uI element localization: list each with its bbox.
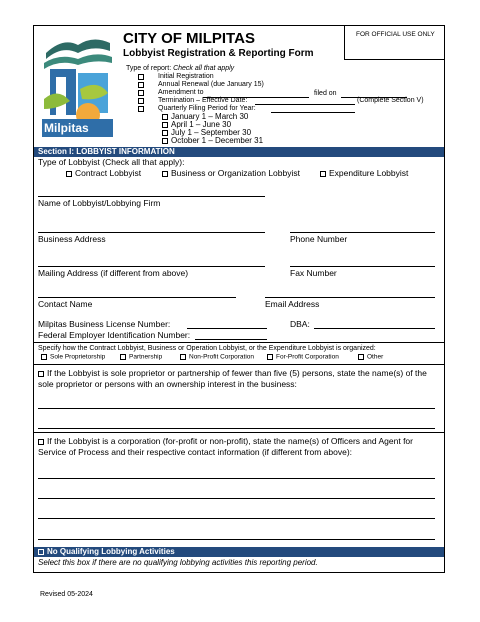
checkbox[interactable] [66, 171, 72, 177]
no-activity-note: Select this box if there are no qualifying lobbying activities this reporting period. [38, 558, 318, 567]
org-nonprofit-label: Non-Profit Corporation [189, 353, 255, 361]
business-address-label: Business Address [38, 234, 106, 244]
type-business-label: Business or Organization Lobbyist [171, 168, 300, 178]
checkbox[interactable] [162, 122, 168, 128]
checkbox[interactable] [138, 90, 144, 96]
checkbox[interactable] [38, 549, 44, 555]
official-use-label: FOR OFFICIAL USE ONLY [356, 31, 435, 38]
checkbox[interactable] [162, 114, 168, 120]
checkbox[interactable] [138, 74, 144, 80]
license-line[interactable] [187, 328, 267, 329]
corp-answer-line[interactable] [38, 498, 435, 499]
org-other[interactable] [358, 354, 383, 361]
corp-answer-line[interactable] [38, 539, 435, 540]
option-initial[interactable] [138, 73, 147, 81]
corp-prompt-text: If the Lobbyist is a corporation (for-profit or non-profit), state the name(s) of Officers and Agent for [47, 436, 413, 446]
option-amendment[interactable] [138, 89, 147, 97]
quarter-4[interactable] [162, 137, 263, 145]
contact-name-label: Contact Name [38, 299, 93, 309]
checkbox[interactable] [320, 171, 326, 177]
contact-name-line[interactable] [38, 297, 236, 298]
mailing-address-label: Mailing Address (if different from above) [38, 268, 189, 278]
divider [34, 432, 444, 433]
quarter-2-label: April 1 – June 30 [171, 120, 232, 129]
checkbox[interactable] [138, 82, 144, 88]
checkbox[interactable] [162, 138, 168, 144]
city-title: CITY OF MILPITAS [123, 30, 255, 47]
option-quarterly[interactable] [138, 105, 147, 113]
license-label: Milpitas Business License Number: [38, 319, 171, 329]
corp-answer-line[interactable] [38, 478, 435, 479]
corp-prompt-line1[interactable] [38, 437, 413, 446]
email-line[interactable] [265, 297, 435, 298]
type-contract-label: Contract Lobbyist [75, 168, 142, 178]
checkbox[interactable] [358, 354, 364, 360]
checkbox[interactable] [38, 439, 44, 445]
dba-line[interactable] [314, 328, 435, 329]
sole-prompt-line1[interactable] [38, 369, 427, 378]
checkbox[interactable] [120, 354, 126, 360]
report-type-instruction: Check all that apply [173, 65, 235, 72]
email-label: Email Address [265, 299, 320, 309]
sole-prompt-text: If the Lobbyist is sole proprietor or partnership of fewer than five (5) persons, state the name(s) of the [47, 368, 427, 378]
checkbox[interactable] [138, 106, 144, 112]
no-activity-title[interactable] [38, 548, 175, 556]
org-prompt: Specify how the Contract Lobbyist, Business or Operation Lobbyist, or the Expenditure Lobbyist is organized: [38, 345, 376, 352]
fein-line[interactable] [195, 339, 267, 340]
option-annual-label: Annual Renewal (due January 15) [158, 81, 264, 88]
milpitas-logo [38, 29, 117, 141]
org-nonprofit[interactable] [180, 354, 254, 361]
complete-section-note: (Complete Section V) [357, 97, 424, 104]
corp-answer-line[interactable] [38, 518, 435, 519]
checkbox[interactable] [180, 354, 186, 360]
checkbox[interactable] [162, 130, 168, 136]
revised-date: Revised 05-2024 [40, 591, 93, 598]
report-type-label [126, 65, 234, 72]
option-annual[interactable] [138, 81, 147, 89]
no-activity-title-text: No Qualifying Lobbying Activities [47, 547, 175, 556]
org-forprofit[interactable] [267, 354, 339, 361]
option-initial-label: Initial Registration [158, 73, 214, 80]
divider [34, 364, 444, 365]
checkbox[interactable] [41, 354, 47, 360]
dba-label: DBA: [290, 319, 310, 329]
org-partnership-label: Partnership [129, 353, 163, 361]
org-forprofit-label: For-Profit Corporation [276, 353, 339, 361]
business-address-line[interactable] [38, 232, 265, 233]
lobbyist-type-label: Type of Lobbyist (Check all that apply): [38, 157, 185, 167]
fax-label: Fax Number [290, 268, 337, 278]
sole-answer-line[interactable] [38, 428, 435, 429]
quarter-3-label: July 1 – September 30 [171, 128, 252, 137]
org-sole[interactable] [41, 354, 105, 361]
mailing-address-line[interactable] [38, 266, 265, 267]
option-termination-label: Termination – Effective Date: [158, 97, 248, 104]
phone-line[interactable] [290, 232, 435, 233]
org-other-label: Other [367, 353, 384, 361]
org-sole-label: Sole Proprietorship [50, 353, 106, 361]
logo-text: Milpitas [44, 121, 89, 135]
type-contract[interactable] [66, 169, 141, 178]
phone-label: Phone Number [290, 234, 348, 244]
form-title: Lobbyist Registration & Reporting Form [123, 48, 314, 59]
checkbox[interactable] [162, 171, 168, 177]
checkbox[interactable] [38, 371, 44, 377]
name-field-line[interactable] [38, 196, 265, 197]
option-quarterly-label: Quarterly Filing Period for Year: [158, 105, 256, 112]
option-amendment-label: Amendment to [158, 89, 204, 96]
sole-prompt-line2: sole proprietor or persons with an ownership interest in the business: [38, 379, 297, 389]
quarterly-year-line[interactable] [271, 112, 355, 113]
corp-prompt-line2: Service of Process and their respective contact information (if different from above): [38, 447, 353, 457]
termination-date-line[interactable] [255, 104, 355, 105]
quarter-1-label: January 1 – March 30 [171, 112, 249, 121]
type-business[interactable] [162, 169, 300, 178]
option-termination[interactable] [138, 97, 147, 105]
section-1-title: Section I: LOBBYIST INFORMATION [38, 147, 175, 156]
report-type-text: Type of report: [126, 65, 172, 72]
type-expenditure[interactable] [320, 169, 408, 178]
org-partnership[interactable] [120, 354, 162, 361]
filed-on-label: filed on [314, 90, 337, 97]
fein-label: Federal Employer Identification Number: [38, 330, 191, 340]
type-expenditure-label: Expenditure Lobbyist [329, 168, 409, 178]
sole-answer-line[interactable] [38, 408, 435, 409]
fax-line[interactable] [290, 266, 435, 267]
checkbox[interactable] [138, 98, 144, 104]
divider [34, 342, 444, 343]
quarter-4-label: October 1 – December 31 [171, 136, 264, 145]
checkbox[interactable] [267, 354, 273, 360]
name-label: Name of Lobbyist/Lobbying Firm [38, 198, 161, 208]
